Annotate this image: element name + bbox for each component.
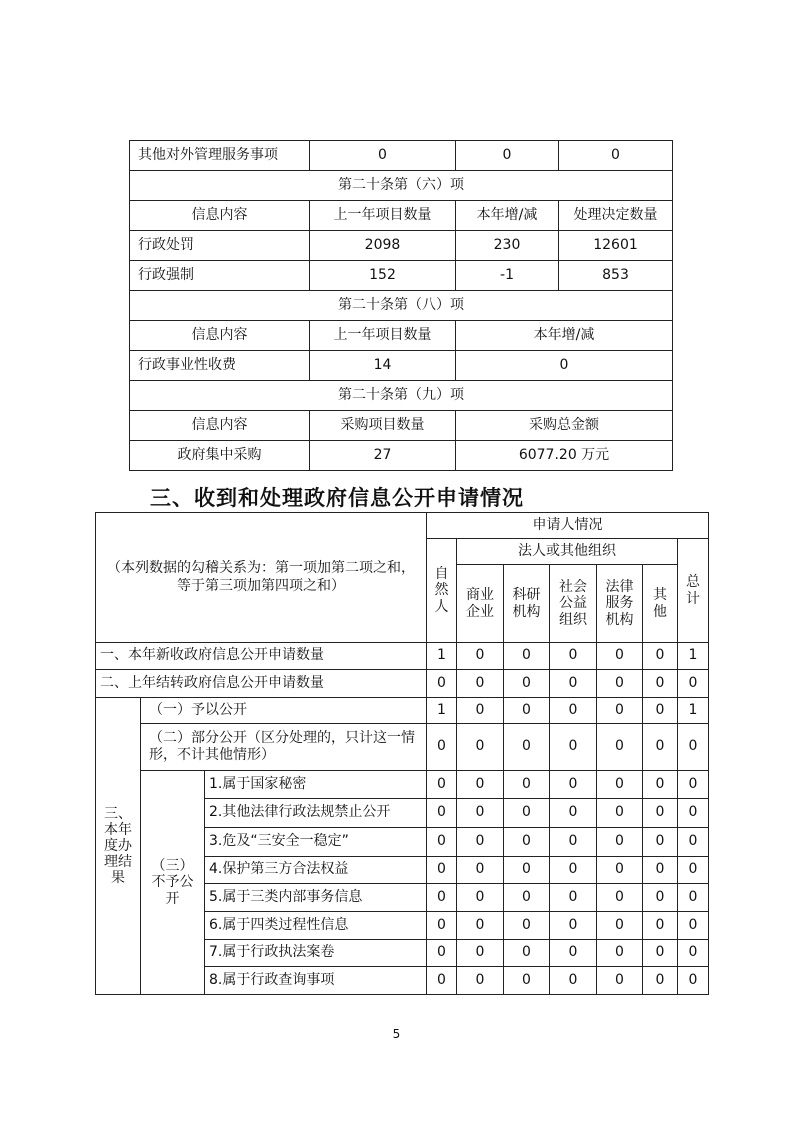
cell-value: 0 [504, 724, 550, 771]
section-heading: 三、收到和处理政府信息公开申请情况 [150, 485, 524, 510]
cell-value: 0 [597, 643, 643, 670]
cell-value: 0 [457, 857, 504, 884]
cell-value: 1 [427, 698, 457, 724]
cell-value: 0 [550, 698, 597, 724]
column-header: 商业企业 [457, 565, 504, 643]
cell-value: 0 [504, 771, 550, 799]
column-header: 信息内容 [130, 321, 310, 351]
cell-value: 0 [597, 670, 643, 698]
section-header-row [130, 381, 673, 411]
row-label: （一）予以公开 [141, 698, 427, 724]
cell-value: 0 [643, 912, 678, 940]
table-row [130, 141, 673, 171]
row-label: 行政强制 [130, 261, 310, 291]
cell-value: 0 [456, 141, 559, 171]
natural-person-header: 自然人 [427, 539, 457, 643]
column-header: 采购项目数量 [310, 411, 456, 441]
column-header: 上一年项目数量 [310, 201, 456, 231]
section-title: 第二十条第（六）项 [130, 171, 673, 201]
row-label: 7.属于行政执法案卷 [205, 940, 427, 967]
cell-value: 0 [643, 857, 678, 884]
cell-value: 0 [427, 940, 457, 967]
table-row [130, 231, 673, 261]
column-header: 信息内容 [130, 411, 310, 441]
cell-value: 0 [678, 670, 709, 698]
cell-value: 0 [643, 967, 678, 995]
cell-value: 0 [504, 643, 550, 670]
cell-value: 0 [550, 724, 597, 771]
cell-value: 0 [504, 967, 550, 995]
cell-value: 0 [550, 799, 597, 828]
cell-value: 0 [427, 884, 457, 912]
header-row [130, 321, 673, 351]
column-header: 法律服务机构 [597, 565, 643, 643]
cell-value: 0 [597, 967, 643, 995]
cell-value: 0 [597, 698, 643, 724]
cell-value: 0 [550, 670, 597, 698]
cell-value: 0 [457, 724, 504, 771]
cell-value: 0 [457, 828, 504, 857]
cell-value: 0 [550, 828, 597, 857]
cell-value: 0 [427, 912, 457, 940]
table-row [130, 441, 673, 471]
cell-value: 0 [678, 828, 709, 857]
cell-value: 0 [457, 670, 504, 698]
cell-value: 0 [457, 698, 504, 724]
legal-entity-header: 法人或其他组织 [457, 539, 678, 565]
cell-value: 0 [678, 771, 709, 799]
not-open-group-label: （三）不予公开 [141, 771, 205, 995]
row-label: 6.属于四类过程性信息 [205, 912, 427, 940]
cell-value: 0 [597, 884, 643, 912]
table-row [130, 261, 673, 291]
cell-value: 0 [550, 940, 597, 967]
cell-value: 0 [550, 857, 597, 884]
cell-value: 0 [504, 912, 550, 940]
cell-value: 1 [678, 698, 709, 724]
cell-value: 0 [678, 884, 709, 912]
cell-value: 0 [457, 912, 504, 940]
cell-value: 0 [310, 141, 456, 171]
cell-value: 0 [678, 940, 709, 967]
cell-value: 0 [457, 799, 504, 828]
cell-value: 2098 [310, 231, 456, 261]
row-label: 4.保护第三方合法权益 [205, 857, 427, 884]
cell-value: 14 [310, 351, 456, 381]
cell-value: 0 [597, 771, 643, 799]
cell-value: 0 [643, 828, 678, 857]
cell-value: 0 [643, 670, 678, 698]
row-label: 二、上年结转政府信息公开申请数量 [96, 670, 427, 698]
column-header: 其他 [643, 565, 678, 643]
cell-value: 0 [597, 857, 643, 884]
column-header: 采购总金额 [456, 411, 673, 441]
row-label: 1.属于国家秘密 [205, 771, 427, 799]
cell-value: 0 [550, 967, 597, 995]
cell-value: 0 [643, 643, 678, 670]
table-row [130, 351, 673, 381]
cell-value: 0 [550, 771, 597, 799]
table-row [96, 670, 709, 698]
cell-value: 0 [504, 884, 550, 912]
cell-value: 230 [456, 231, 559, 261]
row-label: 8.属于行政查询事项 [205, 967, 427, 995]
cell-value: 0 [427, 857, 457, 884]
column-header: 本年增/减 [456, 321, 673, 351]
cell-value: 0 [597, 912, 643, 940]
cell-value: 152 [310, 261, 456, 291]
section-header-row [130, 291, 673, 321]
cell-value: 0 [597, 724, 643, 771]
applicant-header: 申请人情况 [427, 513, 709, 539]
row-label: 2.其他法律行政法规禁止公开 [205, 799, 427, 828]
row-label: 政府集中采购 [130, 441, 310, 471]
statistics-table [129, 140, 673, 471]
cell-value: 0 [597, 799, 643, 828]
cell-value: 0 [427, 799, 457, 828]
cell-value: 27 [310, 441, 456, 471]
cell-value: 0 [427, 724, 457, 771]
header-row [130, 201, 673, 231]
cell-value: 12601 [559, 231, 673, 261]
column-header: 科研机构 [504, 565, 550, 643]
table-row [96, 724, 709, 771]
row-label: 行政处罚 [130, 231, 310, 261]
cell-value: 0 [550, 912, 597, 940]
section-header-row [130, 171, 673, 201]
cell-value: 0 [504, 799, 550, 828]
cell-value: 0 [678, 912, 709, 940]
cell-value: 0 [456, 351, 673, 381]
application-table [95, 512, 709, 995]
row-label: 其他对外管理服务事项 [130, 141, 310, 171]
cell-value: 1 [427, 643, 457, 670]
cell-value: 6077.20 万元 [456, 441, 673, 471]
cell-value: 0 [678, 799, 709, 828]
column-header: 上一年项目数量 [310, 321, 456, 351]
cell-value: 0 [457, 771, 504, 799]
cell-value: 0 [597, 828, 643, 857]
header-row [96, 513, 709, 539]
section-title: 第二十条第（八）项 [130, 291, 673, 321]
cell-value: 0 [643, 724, 678, 771]
cell-value: 0 [504, 828, 550, 857]
row-label: 5.属于三类内部事务信息 [205, 884, 427, 912]
column-header: 本年增/减 [456, 201, 559, 231]
header-row [130, 411, 673, 441]
cell-value: 0 [504, 698, 550, 724]
cell-value: 1 [678, 643, 709, 670]
row-label: （二）部分公开（区分处理的，只计这一情形，不计其他情形） [141, 724, 427, 771]
cell-value: 0 [643, 698, 678, 724]
cell-value: 0 [427, 967, 457, 995]
column-header: 处理决定数量 [559, 201, 673, 231]
table-row [96, 771, 709, 799]
table-row [96, 698, 709, 724]
cell-value: 0 [643, 799, 678, 828]
row-label: 行政事业性收费 [130, 351, 310, 381]
cell-value: 0 [643, 771, 678, 799]
cell-value: 0 [559, 141, 673, 171]
cell-value: 0 [427, 828, 457, 857]
table-row [96, 643, 709, 670]
cell-value: 0 [643, 940, 678, 967]
row-label: 3.危及“三安全一稳定” [205, 828, 427, 857]
row-label: 一、本年新收政府信息公开申请数量 [96, 643, 427, 670]
cell-value: 0 [550, 884, 597, 912]
cell-value: 0 [678, 724, 709, 771]
section-title: 第二十条第（九）项 [130, 381, 673, 411]
page-number: 5 [392, 1027, 401, 1041]
cell-value: -1 [456, 261, 559, 291]
result-group-label: 三、本年度办理结果 [96, 698, 141, 995]
cell-value: 0 [504, 857, 550, 884]
cell-value: 0 [427, 670, 457, 698]
cell-value: 0 [504, 940, 550, 967]
column-header: 社会公益组织 [550, 565, 597, 643]
column-header: 信息内容 [130, 201, 310, 231]
cell-value: 0 [427, 771, 457, 799]
cell-value: 0 [457, 884, 504, 912]
cell-value: 0 [457, 643, 504, 670]
cell-value: 853 [559, 261, 673, 291]
cell-value: 0 [457, 967, 504, 995]
cell-value: 0 [504, 670, 550, 698]
cell-value: 0 [597, 940, 643, 967]
cell-value: 0 [678, 967, 709, 995]
total-header: 总计 [678, 539, 709, 643]
note-cell: （本列数据的勾稽关系为：第一项加第二项之和，等于第三项加第四项之和） [96, 513, 427, 643]
cell-value: 0 [643, 884, 678, 912]
cell-value: 0 [550, 643, 597, 670]
cell-value: 0 [457, 940, 504, 967]
cell-value: 0 [678, 857, 709, 884]
